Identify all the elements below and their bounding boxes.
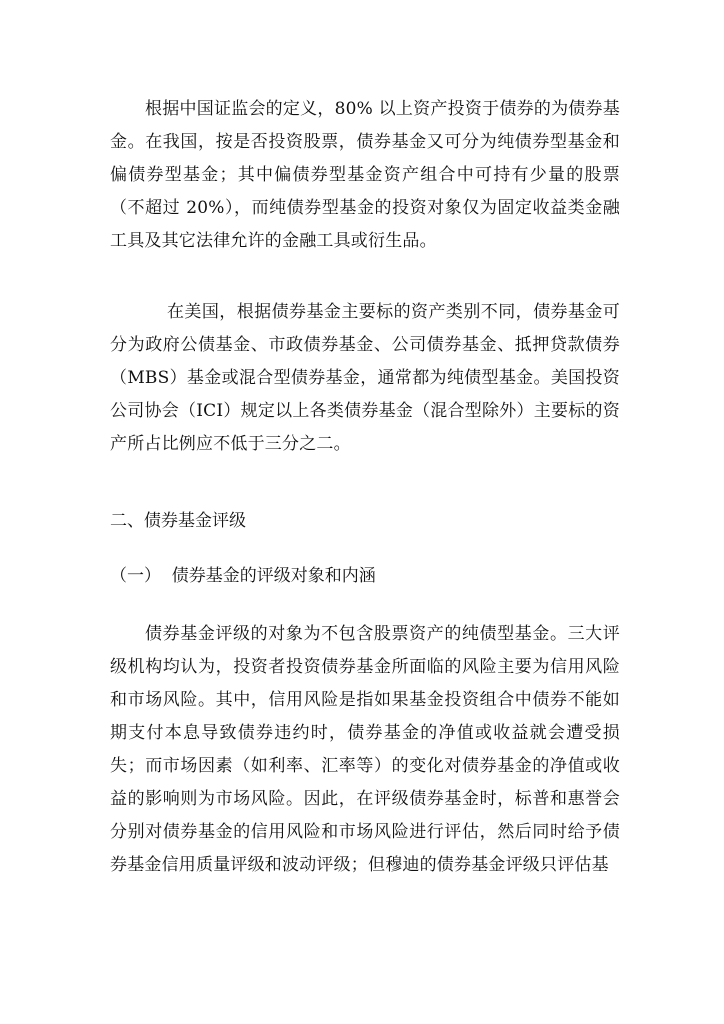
paragraph-us-bond-funds: 在美国，根据债券基金主要标的资产类别不同，债券基金可分为政府公债基金、市政债券基金、公司债券基金、抵押贷款债券（MBS）基金或混合型债券基金，通常都为纯债型基金。美国投资公司协会（ICI）规定以上各类债券基金（混合型除外）主要标的资产所占比例应不低于三分之二。: [110, 302, 620, 454]
subsection-heading: （一） 债券基金的评级对象和内涵: [110, 566, 376, 586]
section-heading: 二、债券基金评级: [110, 511, 246, 531]
paragraph-definition: 根据中国证监会的定义，80% 以上资产投资于债券的为债券基金。在我国，按是否投资股票，债券基金又可分为纯债券型基金和偏债券型基金；其中偏债券型基金资产组合中可持有少量的股票（不超过 20%），而纯债券型基金的投资对象仅为固定收益类金融工具及其它法律允许的金融工具或衍生品。: [110, 99, 620, 251]
paragraph-rating-object: 债券基金评级的对象为不包含股票资产的纯债型基金。三大评级机构均认为，投资者投资债券基金所面临的风险主要为信用风险和市场风险。其中，信用风险是指如果基金投资组合中债券不能如期支付本息导致债券违约时，债券基金的净值或收益就会遭受损失；而市场因素（如利率、汇率等）的变化对债券基金的净值或收益的影响则为市场风险。因此，在评级债券基金时，标普和惠誉会分别对债券基金的信用风险和市场风险进行评估，然后同时给予债券基金信用质量评级和波动评级；但穆迪的债券基金评级只评估基: [110, 624, 620, 875]
